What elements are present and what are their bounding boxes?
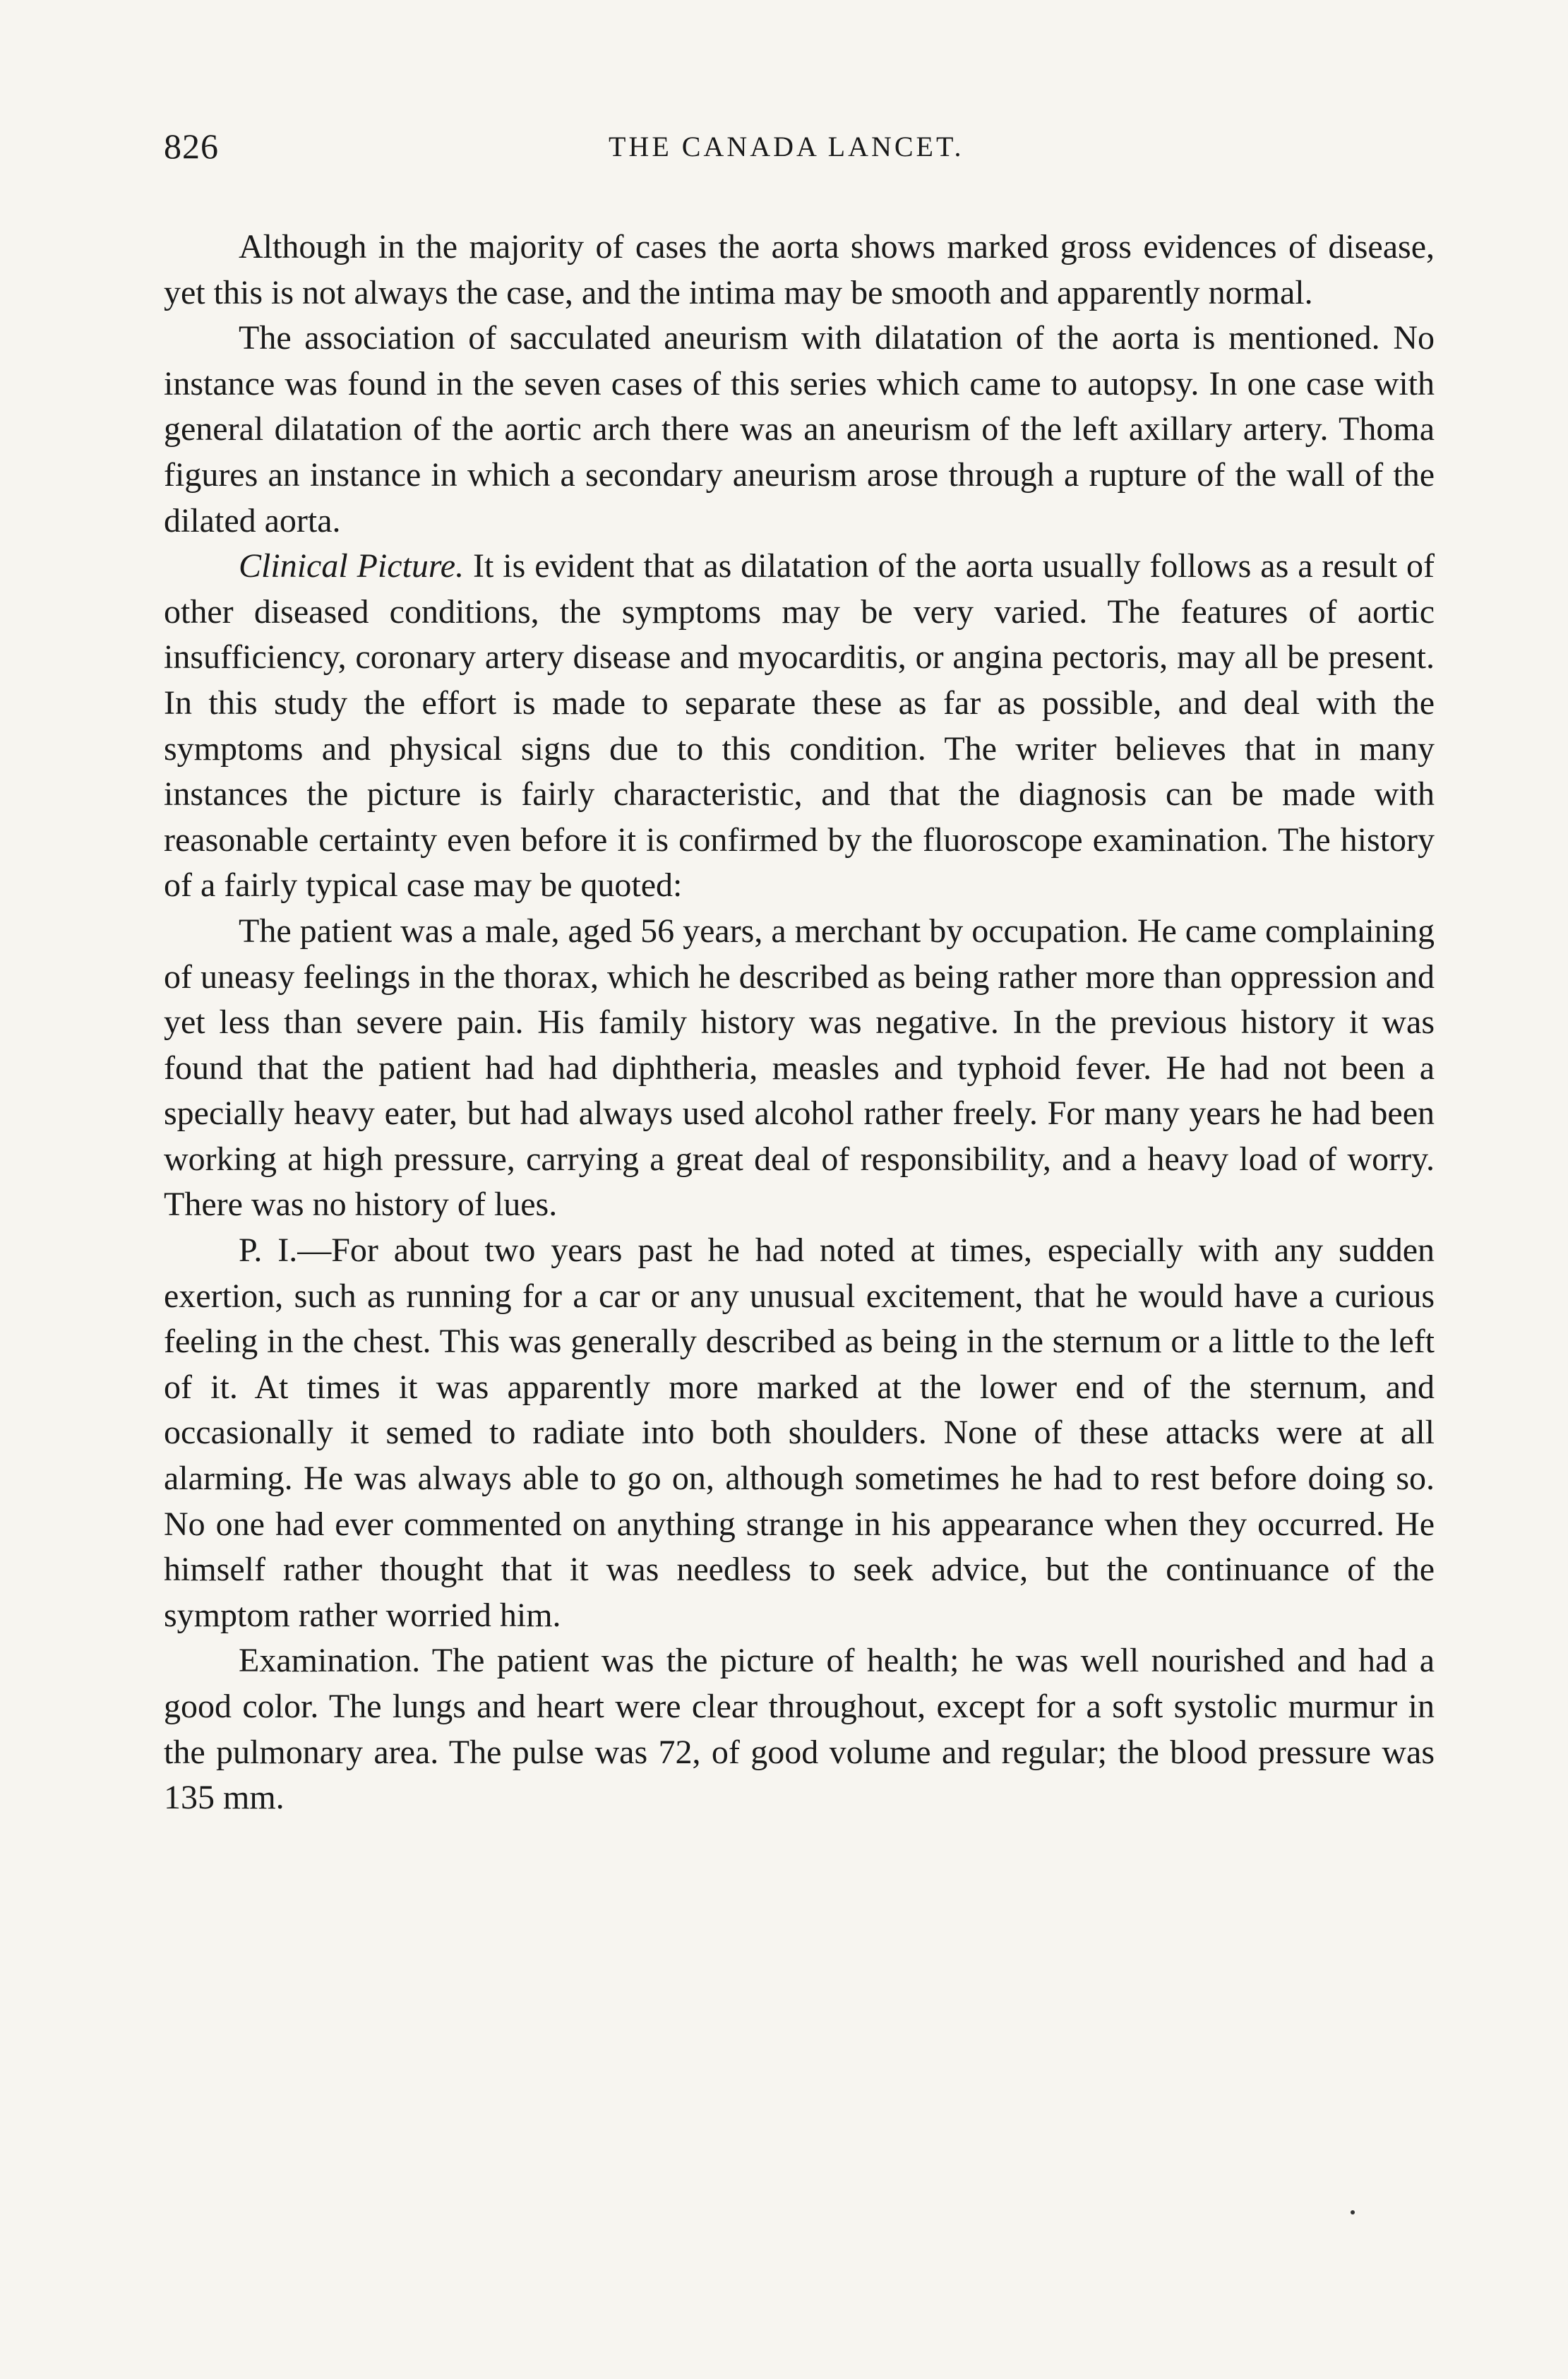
- paragraph-aneurism: The association of sacculated aneurism with dilatation of the aorta is mentioned. No instance was found in the seven cases of this series which came to autopsy. In one case with general dilatation of the aortic arch there was an aneurism of the left axillary artery. Thoma figures an instance in which a secondary aneurism arose through a rupture of the wall of the dilated aorta.: [164, 319, 1435, 539]
- page-header: [164, 126, 1435, 168]
- print-speck: [1351, 2210, 1355, 2214]
- paragraph-intima: Although in the majority of cases the aorta shows marked gross evidences of disease, yet this is not always the case, and the intima may be smooth and apparently normal.: [164, 228, 1435, 311]
- section-heading-clinical-picture: Clinical Picture.: [239, 547, 465, 585]
- page-number: 826: [164, 126, 219, 166]
- running-title: THE CANADA LANCET.: [609, 131, 964, 162]
- paragraph-present-illness: P. I.—For about two years past he had noted at times, especially with any sudden exertion, such as running for a car or any unusual excitement, that he would have a curious feeling in the chest. This was generally described as being in the sternum or a little to the left of it. At times it was apparently more marked at the lower end of the sternum, and occasionally it semed to radiate into both shoulders. None of these attacks were at all alarming. He was always able to go on, although sometimes he had to rest before doing so. No one had ever commented on anything strange in his appearance when they occurred. He himself rather thought that it was needless to seek advice, but the continuance of the symptom rather worried him.: [164, 1232, 1435, 1634]
- paragraph-case-history: The patient was a male, aged 56 years, a merchant by occupation. He came complaining of uneasy feelings in the thorax, which he described as being rather more than oppression and yet less than severe pain. His family history was negative. In the previous history it was found that the patient had had diphtheria, measles and typhoid fever. He had not been a specially heavy eater, but had always used alcohol rather freely. For many years he had been working at high pressure, carrying a great deal of responsibility, and a heavy load of worry. There was no history of lues.: [164, 912, 1435, 1224]
- article-body: [164, 225, 1435, 1821]
- clinical-picture-text: It is evident that as dilatation of the aorta usually follows as a result of other diseased conditions, the symptoms may be very varied. The features of aortic insufficiency, coronary artery disease and myocarditis, or angina pectoris, may all be present. In this study the effort is made to separate these as far as possible, and deal with the symptoms and physical signs due to this condition. The writer believes that in many instances the picture is fairly characteristic, and that the diagnosis can be made with reasonable certainty even before it is confirmed by the fluoroscope examination. The history of a fairly typical case may be quoted:: [164, 547, 1435, 905]
- paragraph-examination: Examination. The patient was the picture of health; he was well nourished and had a good color. The lungs and heart were clear throughout, except for a soft systolic murmur in the pulmonary area. The pulse was 72, of good volume and regular; the blood pressure was 135 mm.: [164, 1642, 1435, 1817]
- paragraph-clinical-picture: [164, 544, 1435, 909]
